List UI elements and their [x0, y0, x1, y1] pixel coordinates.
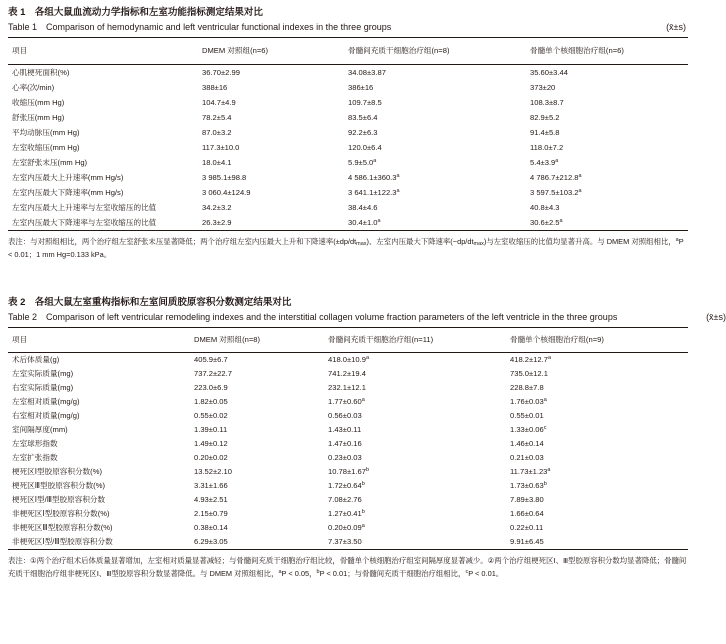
significance-mark: a — [543, 397, 547, 403]
cell-text: 6.29±3.05 — [194, 537, 228, 546]
cell-text: 0.23±0.03 — [328, 453, 362, 462]
significance-mark: a — [578, 173, 582, 179]
cell-value-col3 — [530, 170, 582, 185]
cell-value-col1 — [194, 353, 228, 367]
row-item-label — [12, 140, 80, 155]
cell-value-col3 — [510, 437, 544, 451]
significance-mark: b — [543, 481, 547, 487]
row-item-label — [12, 535, 113, 549]
table-2-header-col3: 骨髓单个核细胞治疗组(n=9) — [510, 335, 604, 344]
cell-value-col1 — [194, 535, 228, 549]
table-row — [8, 65, 688, 80]
significance-mark: a — [555, 158, 559, 164]
cell-text: 4 586.1±360.3 — [348, 173, 397, 182]
cell-text: 左室内压最大上升速率(mm Hg/s) — [12, 173, 124, 182]
cell-value-col1 — [194, 479, 228, 493]
table-2-header-col2: 骨髓间充质干细胞治疗组(n=11) — [328, 335, 434, 344]
significance-mark: a — [396, 173, 400, 179]
cell-value-col1 — [194, 493, 228, 507]
cell-value-col3 — [530, 155, 558, 170]
cell-value-col1 — [194, 437, 228, 451]
cell-text: 1.73±0.63 — [510, 481, 544, 490]
cell-text: 1.43±0.11 — [328, 425, 362, 434]
cell-value-col3 — [510, 353, 551, 367]
cell-text: 38.4±4.6 — [348, 203, 378, 212]
row-item-label — [12, 409, 80, 423]
table-1-note-part2: )、左室内压最大下降速率(−dp/dt — [366, 237, 474, 246]
significance-mark: a — [396, 188, 400, 194]
cell-value-col2 — [328, 437, 362, 451]
cell-value-col3 — [530, 95, 564, 110]
cell-text: 3 060.4±124.9 — [202, 188, 251, 197]
cell-text: 右室相对质量(mg/g) — [12, 411, 80, 420]
cell-value-col1 — [194, 451, 228, 465]
cell-text: 5.9±5.0 — [348, 158, 374, 167]
cell-value-col2 — [348, 170, 400, 185]
row-item-label — [12, 110, 64, 125]
cell-text: 1.76±0.03 — [510, 397, 544, 406]
row-item-label — [12, 395, 80, 409]
table-2-note-part3: P < 0.01；与骨髓间充质干细胞治疗组相比， — [319, 569, 466, 578]
table-1-note-part4: P < 0.01；1 mm Hg=0.133 kPa。 — [8, 237, 684, 259]
cell-value-col1 — [194, 521, 228, 535]
row-item-label — [12, 521, 113, 535]
cell-text: 741.2±19.4 — [328, 369, 366, 378]
cell-text: 1.47±0.16 — [328, 439, 362, 448]
table-1-header-row — [8, 38, 688, 64]
cell-text: 1.49±0.12 — [194, 439, 228, 448]
table-row — [8, 409, 688, 423]
significance-mark: a — [361, 397, 365, 403]
cell-text: 0.21±0.03 — [510, 453, 544, 462]
cell-value-col3 — [510, 465, 550, 479]
table-2-note-part2: P < 0.05， — [281, 569, 317, 578]
table-2-stat-label: (x̄±s) — [706, 312, 726, 322]
table-1-stat-label: (x̄±s) — [666, 22, 686, 32]
cell-text: 1.82±0.05 — [194, 397, 228, 406]
table-row — [8, 155, 688, 170]
table-row — [8, 535, 688, 549]
cell-text: 18.0±4.1 — [202, 158, 232, 167]
significance-mark: a — [547, 355, 552, 361]
cell-text: 梗死区Ⅰ型/Ⅲ型胶原容积分数 — [12, 495, 106, 504]
cell-text: 232.1±12.1 — [328, 383, 366, 392]
row-item-label — [12, 215, 156, 230]
cell-text: 0.55±0.02 — [194, 411, 228, 420]
cell-value-col3 — [530, 140, 563, 155]
cell-value-col3 — [530, 125, 560, 140]
table-row — [8, 95, 688, 110]
row-item-label — [12, 170, 123, 185]
table-1-header-col3: 骨髓单个核细胞治疗组(n=6) — [530, 46, 624, 55]
table-row — [8, 185, 688, 200]
table-row — [8, 170, 688, 185]
cell-text: 92.2±6.3 — [348, 128, 378, 137]
cell-value-col2 — [348, 215, 381, 230]
table-1-note-sub2: max — [473, 241, 484, 247]
table-2-note-sup-c: c — [465, 569, 469, 575]
cell-text: 左室相对质量(mg/g) — [12, 397, 80, 406]
cell-value-col3 — [510, 381, 544, 395]
cell-text: 2.15±0.79 — [194, 509, 228, 518]
cell-value-col3 — [530, 80, 555, 95]
table-2-body — [8, 353, 688, 549]
cell-text: 左室内压最大下降速率与左室收缩压的比值 — [12, 218, 157, 227]
cell-text: 83.5±6.4 — [348, 113, 378, 122]
cell-value-col2 — [328, 395, 365, 409]
table-1-body — [8, 65, 688, 230]
table-2-header-item: 项目 — [12, 335, 28, 344]
cell-text: 737.2±22.7 — [194, 369, 232, 378]
cell-text: 7.08±2.76 — [328, 495, 362, 504]
row-item-label — [12, 493, 105, 507]
cell-text: 735.0±12.1 — [510, 369, 548, 378]
row-item-label — [12, 451, 58, 465]
cell-text: 3.31±1.66 — [194, 481, 228, 490]
cell-text: 左室球形指数 — [12, 439, 58, 448]
cell-value-col2 — [328, 381, 366, 395]
cell-text: 左室实际质量(mg) — [12, 369, 74, 378]
cell-text: 室间隔厚度(mm) — [12, 425, 68, 434]
cell-value-col3 — [510, 451, 544, 465]
table-row — [8, 125, 688, 140]
cell-value-col3 — [530, 65, 568, 80]
cell-text: 388±16 — [202, 83, 228, 92]
table-row — [8, 110, 688, 125]
row-item-label — [12, 437, 58, 451]
cell-text: 左室舒张末压(mm Hg) — [12, 158, 88, 167]
cell-text: 3 597.5±103.2 — [530, 188, 579, 197]
table-row — [8, 381, 688, 395]
cell-text: 0.55±0.01 — [510, 411, 544, 420]
cell-value-col2 — [348, 155, 376, 170]
table-row — [8, 507, 688, 521]
row-item-label — [12, 185, 123, 200]
cell-text: 非梗死区Ⅰ型/Ⅲ型胶原容积分数 — [12, 537, 113, 546]
significance-mark: c — [543, 425, 547, 431]
cell-text: 左室收缩压(mm Hg) — [12, 143, 80, 152]
cell-text: 104.7±4.9 — [202, 98, 236, 107]
table-1 — [8, 6, 688, 261]
cell-text: 7.37±3.50 — [328, 537, 362, 546]
table-1-header-item: 项目 — [12, 46, 28, 55]
cell-text: 1.39±0.11 — [194, 425, 228, 434]
cell-text: 0.22±0.11 — [510, 523, 544, 532]
cell-text: 4.93±2.51 — [194, 495, 228, 504]
cell-text: 228.8±7.8 — [510, 383, 544, 392]
cell-value-col1 — [202, 155, 232, 170]
cell-value-col1 — [202, 140, 239, 155]
cell-value-col2 — [328, 353, 369, 367]
cell-value-col1 — [202, 215, 232, 230]
cell-text: 118.0±7.2 — [530, 143, 564, 152]
table-2 — [8, 296, 726, 580]
table-row — [8, 80, 688, 95]
cell-text: 87.0±3.2 — [202, 128, 232, 137]
cell-value-col2 — [328, 367, 366, 381]
cell-text: 34.08±3.87 — [348, 68, 386, 77]
cell-value-col3 — [510, 535, 544, 549]
table-1-note — [8, 231, 688, 261]
cell-text: 7.89±3.80 — [510, 495, 544, 504]
cell-value-col1 — [194, 367, 232, 381]
row-item-label — [12, 353, 59, 367]
significance-mark: a — [373, 158, 377, 164]
cell-value-col1 — [194, 381, 228, 395]
cell-value-col1 — [194, 507, 228, 521]
cell-value-col2 — [348, 110, 378, 125]
cell-value-col3 — [530, 215, 563, 230]
cell-text: 373±20 — [530, 83, 556, 92]
table-2-note — [8, 550, 688, 580]
cell-value-col3 — [530, 200, 560, 215]
cell-text: 78.2±5.4 — [202, 113, 232, 122]
table-1-title-en-text: Table 1 Comparison of hemodynamic and left ventricular functional indexes in the three groups — [8, 22, 392, 32]
significance-mark: a — [365, 355, 370, 361]
cell-text: 术后体质量(g) — [12, 355, 60, 364]
cell-text: 82.9±5.2 — [530, 113, 560, 122]
cell-text: 36.70±2.99 — [202, 68, 240, 77]
table-row — [8, 521, 688, 535]
cell-text: 10.78±1.67 — [328, 467, 366, 476]
table-row — [8, 395, 688, 409]
table-row — [8, 367, 688, 381]
table-2-note-part4: P < 0.01。 — [468, 569, 504, 578]
cell-text: 左室内压最大上升速率与左室收缩压的比值 — [12, 203, 157, 212]
cell-text: 心率(次/min) — [12, 83, 55, 92]
cell-text: 5.4±3.9 — [530, 158, 556, 167]
cell-text: 35.60±3.44 — [530, 68, 568, 77]
table-1-header-col2: 骨髓间充质干细胞治疗组(n=8) — [348, 46, 450, 55]
table-2-header-col1: DMEM 对照组(n=8) — [194, 335, 261, 344]
table-row — [8, 493, 688, 507]
table-row — [8, 479, 688, 493]
cell-text: 非梗死区Ⅰ型胶原容积分数(%) — [12, 509, 110, 518]
cell-value-col2 — [348, 200, 378, 215]
cell-text: 109.7±8.5 — [348, 98, 382, 107]
cell-value-col1 — [202, 95, 236, 110]
table-1-title-en — [8, 20, 688, 34]
table-1-note-sup: a — [675, 237, 679, 243]
cell-text: 30.4±1.0 — [348, 218, 378, 227]
cell-text: 120.0±6.4 — [348, 143, 382, 152]
cell-value-col2 — [348, 140, 382, 155]
cell-value-col1 — [202, 185, 251, 200]
cell-text: 非梗死区Ⅲ型胶原容积分数(%) — [12, 523, 113, 532]
significance-mark: a — [559, 218, 563, 224]
table-1-title-cn: 表 1 各组大鼠血流动力学指标和左室功能指标测定结果对比 — [8, 7, 263, 18]
cell-text: 1.77±0.60 — [328, 397, 362, 406]
row-item-label — [12, 479, 105, 493]
cell-value-col2 — [348, 65, 386, 80]
cell-text: 1.33±0.06 — [510, 425, 544, 434]
cell-text: 0.20±0.02 — [194, 453, 228, 462]
cell-value-col3 — [510, 395, 547, 409]
cell-value-col1 — [202, 65, 240, 80]
cell-text: 34.2±3.2 — [202, 203, 232, 212]
cell-value-col2 — [348, 80, 373, 95]
table-2-note-sup-b: b — [316, 569, 320, 575]
row-item-label — [12, 95, 64, 110]
cell-text: 左室扩张指数 — [12, 453, 58, 462]
cell-text: 收缩压(mm Hg) — [12, 98, 65, 107]
cell-value-col2 — [328, 479, 365, 493]
table-row — [8, 353, 688, 367]
cell-value-col2 — [328, 521, 365, 535]
significance-mark: b — [361, 509, 365, 515]
cell-value-col1 — [202, 110, 232, 125]
cell-value-col3 — [510, 507, 544, 521]
table-2-title-en-text: Table 2 Comparison of left ventricular remodeling indexes and the interstitial collagen volume fraction parameters of the left ventricle in the three groups — [8, 312, 618, 322]
row-item-label — [12, 423, 68, 437]
cell-text: 26.3±2.9 — [202, 218, 232, 227]
cell-text: 3 985.1±98.8 — [202, 173, 247, 182]
row-item-label — [12, 125, 80, 140]
cell-text: 1.72±0.64 — [328, 481, 362, 490]
cell-value-col1 — [194, 395, 228, 409]
table-1-note-part1: 表注：与对照组相比，两个治疗组左室舒张末压显著降低；两个治疗组左室内压最大上升和下降速率(±dp/dt — [8, 237, 357, 246]
cell-value-col2 — [328, 465, 369, 479]
cell-value-col3 — [510, 521, 543, 535]
row-item-label — [12, 200, 156, 215]
cell-text: 13.52±2.10 — [194, 467, 232, 476]
row-item-label — [12, 65, 69, 80]
table-row — [8, 437, 688, 451]
table-1-note-sub1: max — [356, 241, 367, 247]
significance-mark: b — [361, 481, 365, 487]
cell-text: 3 641.1±122.3 — [348, 188, 397, 197]
cell-text: 386±16 — [348, 83, 374, 92]
row-item-label — [12, 367, 73, 381]
significance-mark: a — [377, 218, 381, 224]
cell-text: 9.91±6.45 — [510, 537, 544, 546]
cell-value-col3 — [510, 367, 548, 381]
cell-value-col1 — [194, 423, 227, 437]
cell-value-col3 — [510, 493, 544, 507]
table-2-header-row — [8, 328, 688, 352]
cell-text: 1.66±0.64 — [510, 509, 544, 518]
table-row — [8, 451, 688, 465]
cell-text: 4 786.7±212.8 — [530, 173, 579, 182]
cell-text: 11.73±1.23 — [510, 467, 548, 476]
cell-text: 1.46±0.14 — [510, 439, 544, 448]
row-item-label — [12, 465, 102, 479]
cell-value-col2 — [348, 185, 400, 200]
table-2-title-en — [8, 310, 726, 324]
cell-value-col1 — [202, 125, 232, 140]
significance-mark: b — [365, 467, 370, 473]
cell-value-col3 — [530, 185, 582, 200]
cell-text: 0.38±0.14 — [194, 523, 228, 532]
cell-value-col2 — [348, 125, 378, 140]
cell-value-col2 — [328, 535, 362, 549]
cell-value-col1 — [194, 409, 228, 423]
cell-text: 30.6±2.5 — [530, 218, 560, 227]
significance-mark: a — [361, 523, 365, 529]
cell-text: 平均动脉压(mm Hg) — [12, 128, 80, 137]
cell-text: 223.0±6.9 — [194, 383, 228, 392]
cell-value-col1 — [202, 80, 227, 95]
cell-value-col2 — [328, 423, 361, 437]
table-2-note-part1: 表注：①两个治疗组术后体质量显著增加，左室相对质量显著减轻；与骨髓间充质干细胞治疗组比较，骨髓单个核细胞治疗组室间隔厚度显著减少。②两个治疗组梗死区Ⅰ、Ⅲ型胶原容积分数均显著降低；骨髓间充质干细胞治疗组非梗死区Ⅰ、Ⅲ型胶原容积分数显著降低。与 DMEM 对照组相比， — [8, 556, 687, 578]
cell-text: 0.20±0.09 — [328, 523, 362, 532]
table-1-note-part3: )与左室收缩压的比值均显著升高。与 DMEM 对照组相比， — [483, 237, 676, 246]
significance-mark: a — [578, 188, 582, 194]
row-item-label — [12, 381, 73, 395]
cell-text: 左室内压最大下降速率(mm Hg/s) — [12, 188, 124, 197]
row-item-label — [12, 80, 54, 95]
cell-text: 梗死区Ⅰ型胶原容积分数(%) — [12, 467, 102, 476]
table-row — [8, 465, 688, 479]
cell-value-col3 — [510, 423, 546, 437]
cell-value-col1 — [202, 200, 232, 215]
cell-value-col1 — [194, 465, 232, 479]
cell-value-col1 — [202, 170, 246, 185]
cell-value-col3 — [510, 479, 547, 493]
table-row — [8, 423, 688, 437]
cell-text: 梗死区Ⅲ型胶原容积分数(%) — [12, 481, 105, 490]
cell-value-col2 — [328, 493, 362, 507]
row-item-label — [12, 155, 87, 170]
row-item-label — [12, 507, 110, 521]
table-2-title-cn: 表 2 各组大鼠左室重构指标和左室间质胶原容积分数测定结果对比 — [8, 297, 292, 308]
cell-text: 108.3±8.7 — [530, 98, 564, 107]
cell-text: 405.9±6.7 — [194, 355, 228, 364]
cell-value-col3 — [530, 110, 560, 125]
significance-mark: a — [547, 467, 551, 473]
cell-text: 1.27±0.41 — [328, 509, 362, 518]
cell-text: 117.3±10.0 — [202, 143, 240, 152]
cell-text: 0.56±0.03 — [328, 411, 362, 420]
cell-value-col2 — [328, 409, 362, 423]
table-2-note-sup-a: a — [278, 569, 282, 575]
cell-text: 418.0±10.9 — [328, 355, 366, 364]
table-row — [8, 200, 688, 215]
cell-text: 91.4±5.8 — [530, 128, 560, 137]
cell-text: 418.2±12.7 — [510, 355, 548, 364]
cell-text: 40.8±4.3 — [530, 203, 560, 212]
table-row — [8, 140, 688, 155]
cell-value-col3 — [510, 409, 544, 423]
table-1-header-col1: DMEM 对照组(n=6) — [202, 46, 269, 55]
cell-text: 右室实际质量(mg) — [12, 383, 74, 392]
cell-value-col2 — [348, 95, 382, 110]
table-row — [8, 215, 688, 230]
cell-value-col2 — [328, 451, 362, 465]
cell-value-col2 — [328, 507, 365, 521]
cell-text: 心肌梗死面积(%) — [12, 68, 70, 77]
cell-text: 舒张压(mm Hg) — [12, 113, 65, 122]
